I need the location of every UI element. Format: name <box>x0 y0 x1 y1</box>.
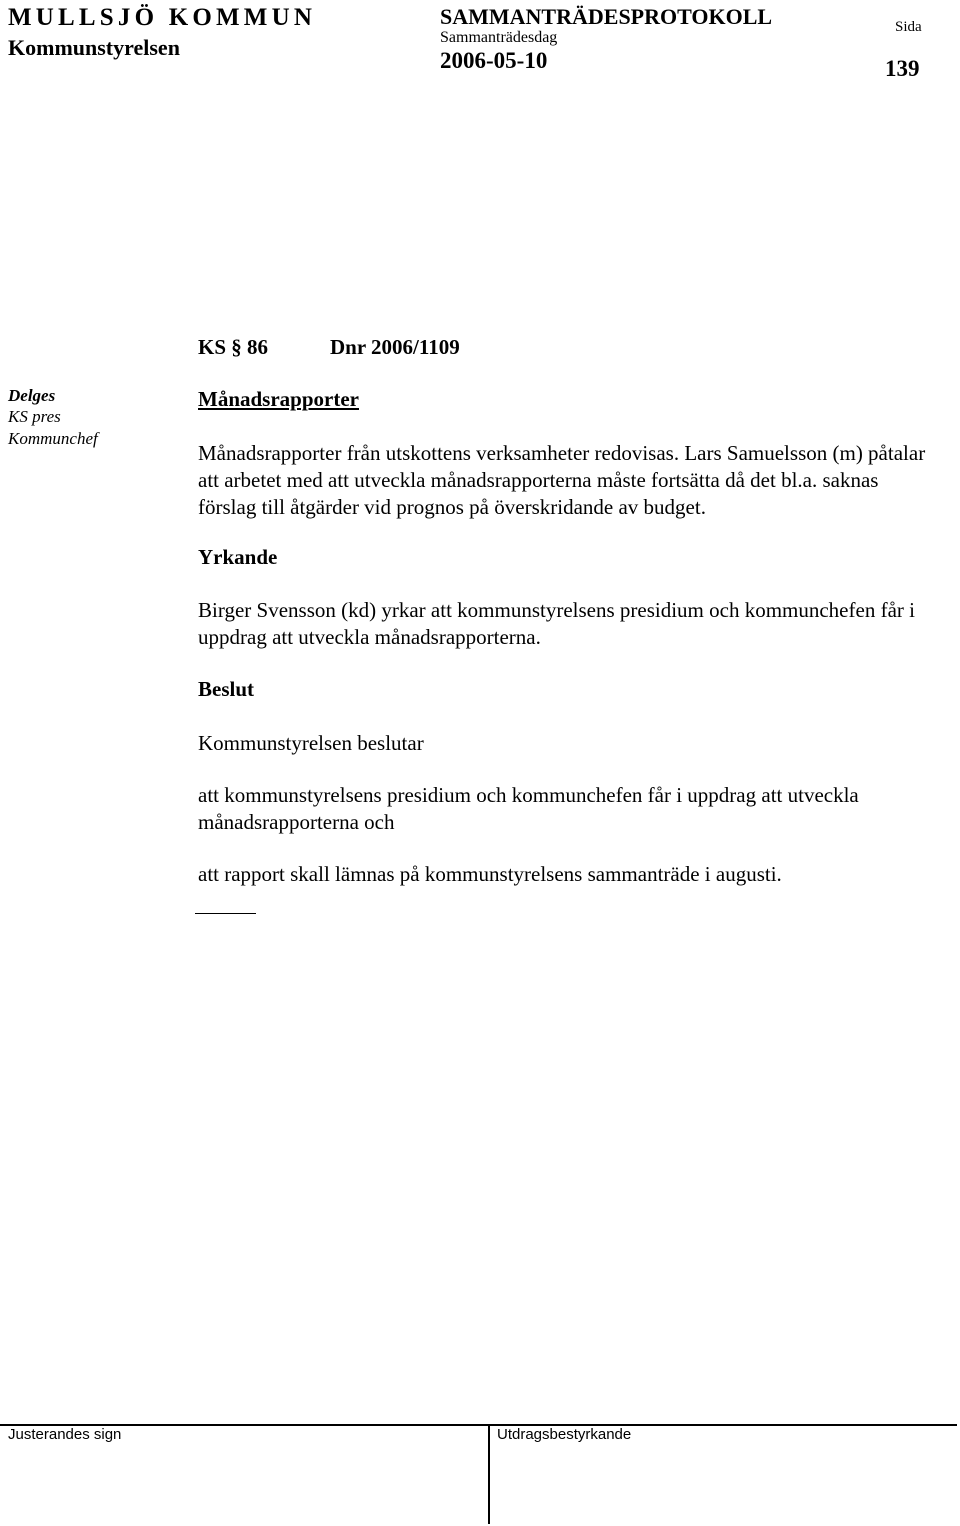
beslut-point-2: att rapport skall lämnas på kommunstyrelsens sammanträde i augusti. <box>198 862 782 886</box>
item-dnr: Dnr 2006/1109 <box>330 335 460 359</box>
distribution-recipient: KS pres <box>8 407 61 426</box>
yrkande-paragraph: Birger Svensson (kd) yrkar att kommunstyrelsens presidium och kommunchefen får i uppdrag att utveckla månadsrapporterna. <box>198 598 915 649</box>
meeting-date-label: Sammanträdesdag <box>440 29 558 46</box>
intro-paragraph: Månadsrapporter från utskottens verksamheter redovisas. Lars Samuelsson (m) påtalar att arbetet med att utveckla månadsrapporterna måste fortsätta då det bl.a. saknas förslag till åtgärder vid prognos på överskridande av budget. <box>198 441 926 519</box>
meeting-date: 2006-05-10 <box>440 48 548 73</box>
footer-divider <box>488 1424 490 1524</box>
footer-justerandes-sign: Justerandes sign <box>8 1426 122 1443</box>
item-paragraph: KS § 86 <box>198 335 269 359</box>
distribution-label: Delges <box>8 386 56 405</box>
distribution-recipient: Kommunchef <box>8 429 98 448</box>
footer-utdragsbestyrkande: Utdragsbestyrkande <box>497 1426 632 1443</box>
item-title: Månadsrapporter <box>198 387 359 411</box>
yrkande-heading: Yrkande <box>198 545 278 569</box>
organ-name: Kommunstyrelsen <box>8 35 180 60</box>
municipality-name: MULLSJÖ KOMMUN <box>8 4 317 31</box>
beslut-intro: Kommunstyrelsen beslutar <box>198 731 424 755</box>
beslut-point-1: att kommunstyrelsens presidium och kommunchefen får i uppdrag att utveckla månadsrapporterna och <box>198 783 859 834</box>
end-rule <box>195 913 256 914</box>
page-label: Sida <box>895 19 922 35</box>
beslut-heading: Beslut <box>198 677 255 701</box>
page-number: 139 <box>885 56 920 81</box>
protocol-title: SAMMANTRÄDESPROTOKOLL <box>440 4 773 29</box>
